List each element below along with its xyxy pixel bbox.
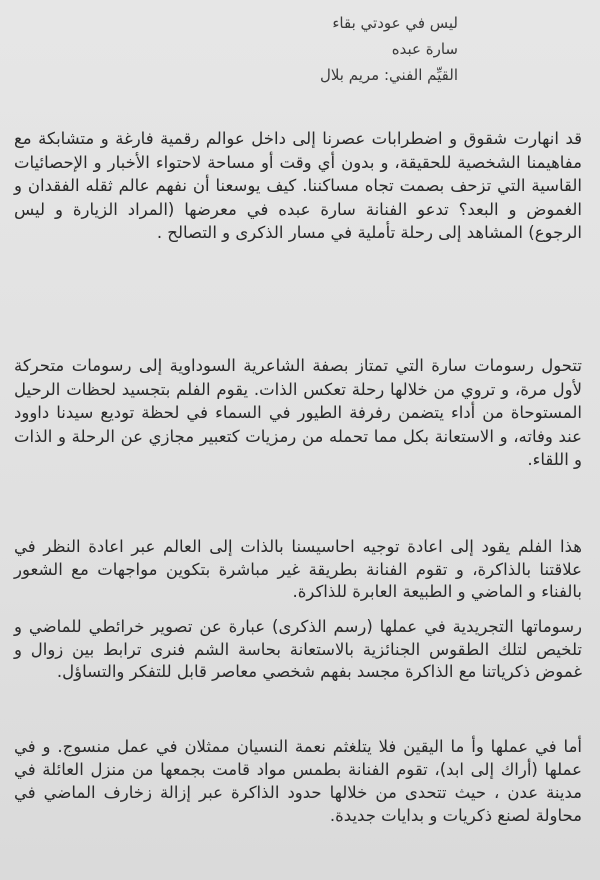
exhibition-title: ليس في عودتي بقاء xyxy=(332,14,458,32)
artist-name: سارة عبده xyxy=(391,40,458,58)
paragraph-text: هذا الفلم يقود إلى اعادة توجيه احاسيسنا بالذات إلى العالم عبر اعادة النظر في علاقتنا بالذاكرة، و تقوم الفنانة بطريقة غير مباشرة بتكوين مواجهات مع الشعور بالفناء و الماضي و الطبيعة العابرة للذاكرة. xyxy=(14,537,582,601)
curator-credit: القيِّم الفني: مريم بلال xyxy=(319,66,458,84)
paragraph-film xyxy=(14,536,582,604)
paragraph-text: تتحول رسومات سارة التي تمتاز بصفة الشاعرية السوداوية إلى رسومات متحركة لأول مرة، و تروي من خلالها رحلة تعكس الذات. يقوم الفلم بتجسيد لحظات الرحيل المستوحاة من أداء يتضمن رفرفة الطيور في السماء في لحظة توديع سيدنا داوود عند وفاته، و الاستعانة بكل مما تحمله من رمزيات كتعبير مجازي عن الرحلة و الذات و اللقاء. xyxy=(14,356,582,469)
paragraph-text: رسوماتها التجريدية في عملها (رسم الذكرى) عبارة عن تصوير خرائطي للماضي و تلخيص لتلك الطقوس الجنائزية بالاستعانة بحاسة الشم فنرى ترابط بين زوال و غموض ذكرياتنا مع الذاكرة مجسد بفهم شخصي معاصر قابل للتفكر والتساؤل. xyxy=(14,617,582,681)
paragraph-works xyxy=(14,735,582,827)
paragraph-intro xyxy=(14,127,582,245)
exhibition-header xyxy=(158,10,458,88)
paragraph-drawings xyxy=(14,616,582,684)
paragraph-text: أما في عملها وأ ما اليقين فلا يتلغثم نعمة النسيان ممثلان في عمل منسوج. و في عملها (أراك إلى ابد)، تقوم الفنانة بطمس مواد قامت بجمعها من منزل العائلة في مدينة عدن ، حيث تتحدى من خلالها حدود الذاكرة عبر إزالة زخارف الماضي في محاولة لصنع ذكريات و بدايات جديدة. xyxy=(14,737,582,825)
paragraph-animation xyxy=(14,354,582,472)
paragraph-text: قد انهارت شقوق و اضطرابات عصرنا إلى داخل عوالم رقمية فارغة و متشابكة مع مفاهيمنا الشخصية للحقيقة، و بدون أي وقت أو مساحة لاحتواء الأخبار و الإحصائيات القاسية التي تزحف بصمت تجاه مساكننا. كيف يوسعنا أن نفهم عالم ثقله الفقدان و الغموض و البعد؟ تدعو الفنانة سارة عبده في معرضها (المراد الزيارة و ليس الرجوع) المشاهد إلى رحلة تأملية في مسار الذكرى و التصالح . xyxy=(14,129,582,242)
